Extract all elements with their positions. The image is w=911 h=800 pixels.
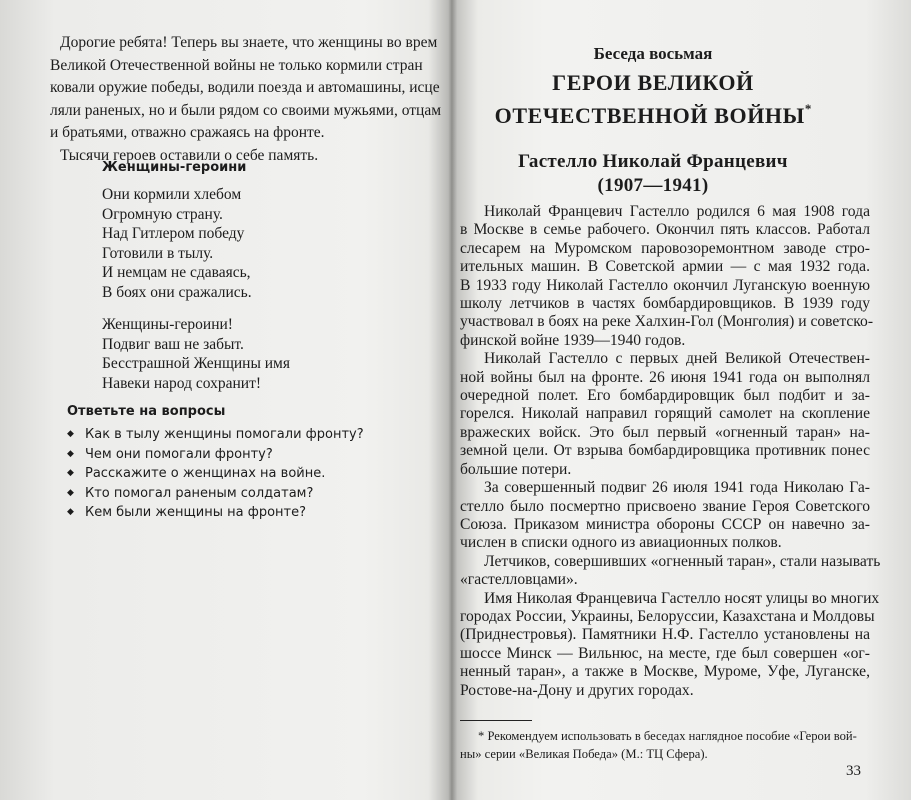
- poem-line: Подвиг ваш не забыт.: [102, 335, 244, 353]
- poem-line: Готовили в тылу.: [102, 244, 214, 262]
- body-line: стелло было посмертно присвоено звание Героя Советского: [460, 497, 870, 515]
- page-number: 33: [846, 763, 861, 779]
- body-line: большие потери.: [460, 460, 572, 478]
- hero-years: (1907—1941): [597, 175, 709, 196]
- body-line: Союза. Приказом министра обороны СССР он навечно за-: [460, 515, 870, 533]
- body-line: школу летчиков в частях бомбардировщиков. В 1939 году: [460, 295, 870, 313]
- poem-line: Навеки народ сохранит!: [102, 374, 262, 392]
- intro-paragraph: [50, 32, 450, 168]
- body-line: горелся. Николай направил горящий самолет на скопление: [460, 405, 870, 423]
- question-item: [67, 425, 364, 445]
- question-item: [67, 484, 364, 504]
- body-line: шоссе Минск — Вильнюс, на месте, где был совершен «ог-: [460, 644, 870, 662]
- body-line: земной цели. От взрыва бомбардировщика противник понес: [460, 442, 870, 460]
- intro-line: ковали оружие победы, водили поезда и автомашины, исце: [50, 79, 440, 97]
- question-item: [67, 464, 364, 484]
- poem-line: В боях они сражались.: [102, 283, 252, 301]
- intro-line: Дорогие ребята! Теперь вы знаете, что женщины во врем: [60, 34, 438, 51]
- question-item: [67, 445, 364, 465]
- footnote: [460, 728, 870, 763]
- poem-line: Женщины-героини!: [102, 316, 233, 333]
- body-line: Николай Францевич Гастелло родился 6 мая 1908 года: [484, 203, 870, 220]
- diamond-bullet-icon: ◆: [67, 507, 74, 518]
- body-line: числен в списки одного из авиационных полков.: [460, 534, 782, 552]
- hero-name: Гастелло Николай Францевич: [518, 151, 788, 172]
- poem-stanza-1: [102, 185, 252, 303]
- poem-title: Женщины-героини: [102, 160, 247, 175]
- diamond-bullet-icon: ◆: [67, 448, 74, 459]
- body-line: Имя Николая Францевича Гастелло носят улицы во многих: [484, 589, 880, 607]
- diamond-bullet-icon: ◆: [67, 468, 74, 479]
- intro-line: Великой Отечественной войны не только кормили стран: [50, 56, 423, 74]
- poem-line: И немцам не сдаваясь,: [102, 264, 251, 282]
- footnote-line: ны» серии «Великая Победа» (М.: ТЦ Сфера).: [460, 746, 708, 761]
- chapter-title-text: ОТЕЧЕСТВЕННОЙ ВОЙНЫ: [494, 103, 805, 128]
- chapter-title-line-2: [448, 96, 858, 129]
- diamond-bullet-icon: ◆: [67, 429, 74, 439]
- section-label: Беседа восьмая: [593, 44, 713, 63]
- poem-line: Они кормили хлебом: [102, 186, 242, 203]
- body-line: ительных машин. В Советской армии — с мая 1932 года.: [460, 258, 870, 276]
- poem-stanza-2: [102, 315, 290, 393]
- question-item: [67, 503, 364, 523]
- body-line: очередной полет. Его бомбардировщик был подбит и за-: [460, 387, 870, 405]
- body-line: Николай Гастелло с первых дней Великой Отечествен-: [484, 350, 870, 368]
- body-line: В 1933 году Николай Гастелло окончил Луганскую военную: [460, 276, 870, 294]
- body-line: в Москве в семье рабочего. Окончил пять классов. Работал: [460, 221, 870, 239]
- body-line: Ростове-на-Дону и других городах.: [460, 681, 694, 699]
- body-line: финской войне 1939—1940 годов.: [460, 331, 686, 349]
- body-line: городах России, Украины, Белоруссии, Казахстана и Молдовы: [460, 607, 875, 625]
- questions-title: Ответьте на вопросы: [67, 404, 226, 419]
- question-text: Кем были женщины на фронте?: [85, 505, 307, 521]
- intro-line: ляли раненых, но и были рядом со своими мужьями, отцам: [50, 101, 442, 119]
- hero-heading: [448, 150, 858, 198]
- body-line: ной войны был на фронте. 26 июня 1941 года он выполнял: [460, 368, 870, 386]
- footnote-divider: [460, 720, 532, 721]
- footnote-marker: *: [804, 101, 812, 116]
- body-line: Летчиков, совершивших «огненный таран», стали называть: [484, 552, 881, 570]
- question-text: Расскажите о женщинах на войне.: [85, 466, 326, 482]
- poem-line: Бесстрашной Женщины имя: [102, 355, 290, 373]
- biography-text: [460, 203, 881, 700]
- left-page: [0, 0, 448, 800]
- intro-line: Тысячи героев оставили о себе память.: [60, 146, 319, 164]
- right-page: [448, 0, 911, 800]
- poem-line: Над Гитлером победу: [102, 225, 245, 243]
- poem-line: Огромную страну.: [102, 205, 223, 223]
- chapter-title-line: ГЕРОИ ВЕЛИКОЙ: [552, 70, 754, 95]
- body-line: (Приднестровья). Памятники Н.Ф. Гастелло установлены на: [460, 626, 870, 644]
- body-line: «гастелловцами».: [460, 571, 578, 589]
- chapter-title: [448, 70, 858, 129]
- questions-list: [67, 425, 364, 523]
- intro-line: и братьями, отважно сражаясь на фронте.: [50, 124, 325, 142]
- question-text: Кто помогал раненым солдатам?: [85, 485, 314, 501]
- body-line: участвовал в боях на реке Халхин-Гол (Монголия) и советско-: [460, 313, 874, 331]
- question-text: Чем они помогали фронту?: [85, 446, 273, 462]
- body-line: слесарем на Муромском паровозоремонтном заводе стро-: [460, 239, 870, 257]
- body-line: За совершенный подвиг 26 июля 1941 года Николаю Га-: [484, 479, 870, 497]
- footnote-line: * Рекомендуем использовать в беседах наглядное пособие «Герои вой-: [478, 729, 857, 743]
- body-line: вражеских войск. Это был первый «огненный таран» на-: [460, 423, 870, 441]
- diamond-bullet-icon: ◆: [67, 487, 74, 498]
- body-line: ненный таран», а также в Москве, Муроме, Уфе, Луганске,: [460, 663, 870, 681]
- question-text: Как в тылу женщины помогали фронту?: [85, 427, 364, 442]
